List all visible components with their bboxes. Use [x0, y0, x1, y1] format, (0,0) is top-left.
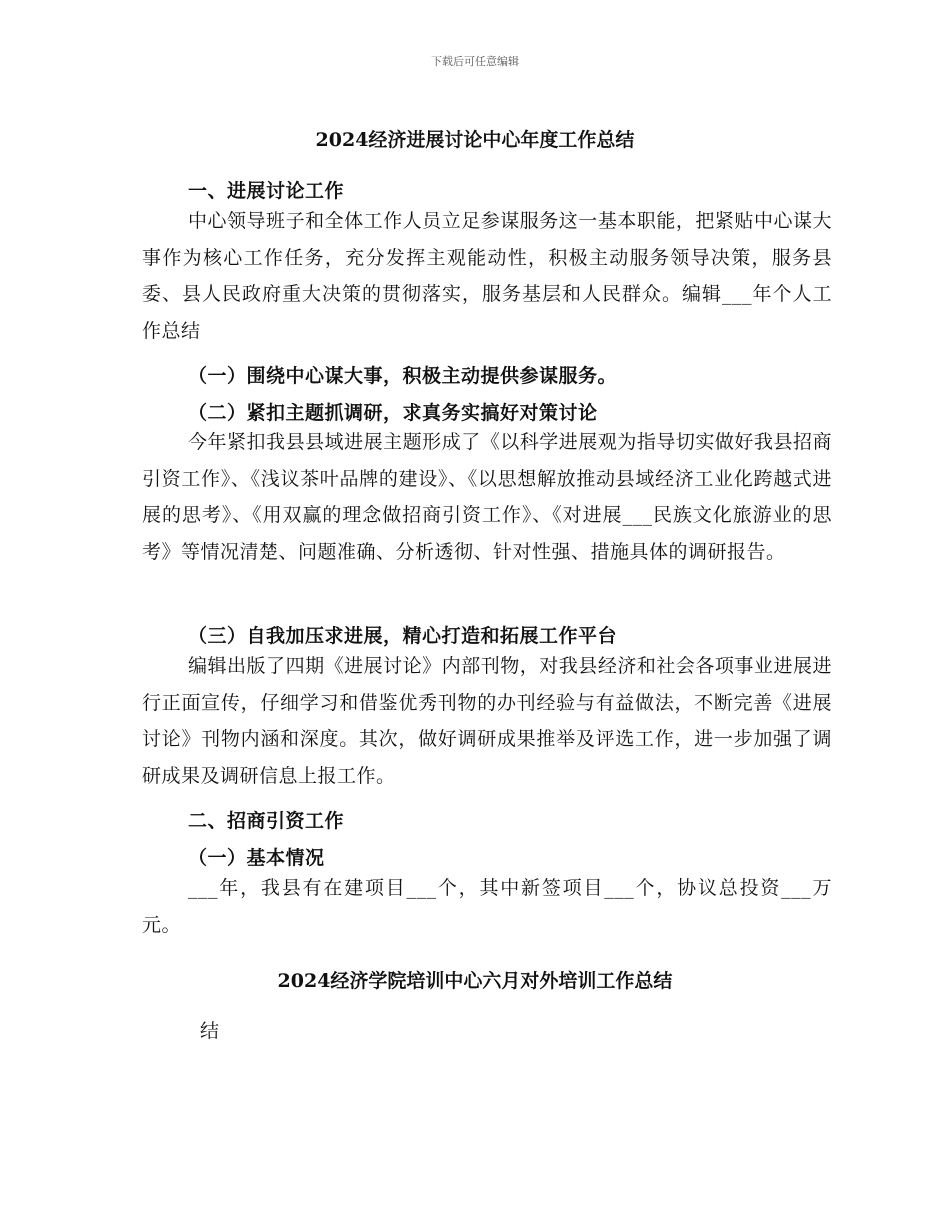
section-heading-1: 一、进展讨论工作	[188, 180, 345, 202]
paragraph: 编辑出版了四期《进展讨论》内部刊物，对我县经济和社会各项事业进展进行正面宣传，仔细学习和借鉴优秀刊物的办刊经验与有益做法，不断完善《进展讨论》刊物内涵和深度。其次，做好调研成果推举及评选工作，进一步加强了调研成果及调研信息上报工作。	[142, 655, 832, 787]
paragraph: ___年，我县有在建项目___个，其中新签项目___个，协议总投资___万元。	[142, 877, 832, 936]
subsection-heading-3: （三）自我加压求进展，精心打造和拓展工作平台	[188, 625, 618, 647]
second-document-title: 2024经济学院培训中心六月对外培训工作总结	[277, 970, 673, 992]
second-document-text: 结	[200, 1020, 220, 1042]
subsection-2-body	[142, 424, 832, 570]
paragraph: 今年紧扣我县县域进展主题形成了《以科学进展观为指导切实做好我县招商引资工作》、《浅议茶叶品牌的建设》、《以思想解放推动县域经济工业化跨越式进展的思考》、《用双赢的理念做招商引资工作》、《对进展___民族文化旅游业的思考》等情况清楚、问题准确、分析透彻、针对性强、措施具体的调研报告。	[142, 431, 832, 563]
section-2-subheading-1: （一）基本情况	[188, 847, 325, 869]
header-note: 下载后可任意编辑	[431, 55, 519, 68]
section-2-body	[142, 870, 832, 943]
subsection-3-body	[142, 648, 832, 794]
document-title: 2024经济进展讨论中心年度工作总结	[315, 129, 635, 151]
section-heading-2: 二、招商引资工作	[188, 810, 345, 832]
subsection-heading-2: （二）紧扣主题抓调研，求真务实搞好对策讨论	[188, 402, 598, 424]
subsection-heading-1: （一）围绕中心谋大事，积极主动提供参谋服务。	[188, 365, 618, 387]
paragraph: 中心领导班子和全体工作人员立足参谋服务这一基本职能，把紧贴中心谋大事作为核心工作任务，充分发挥主观能动性，积极主动服务领导决策，服务县委、县人民政府重大决策的贯彻落实，服务基层和人民群众。编辑___年个人工作总结	[142, 210, 832, 342]
section-1-body	[142, 203, 832, 349]
